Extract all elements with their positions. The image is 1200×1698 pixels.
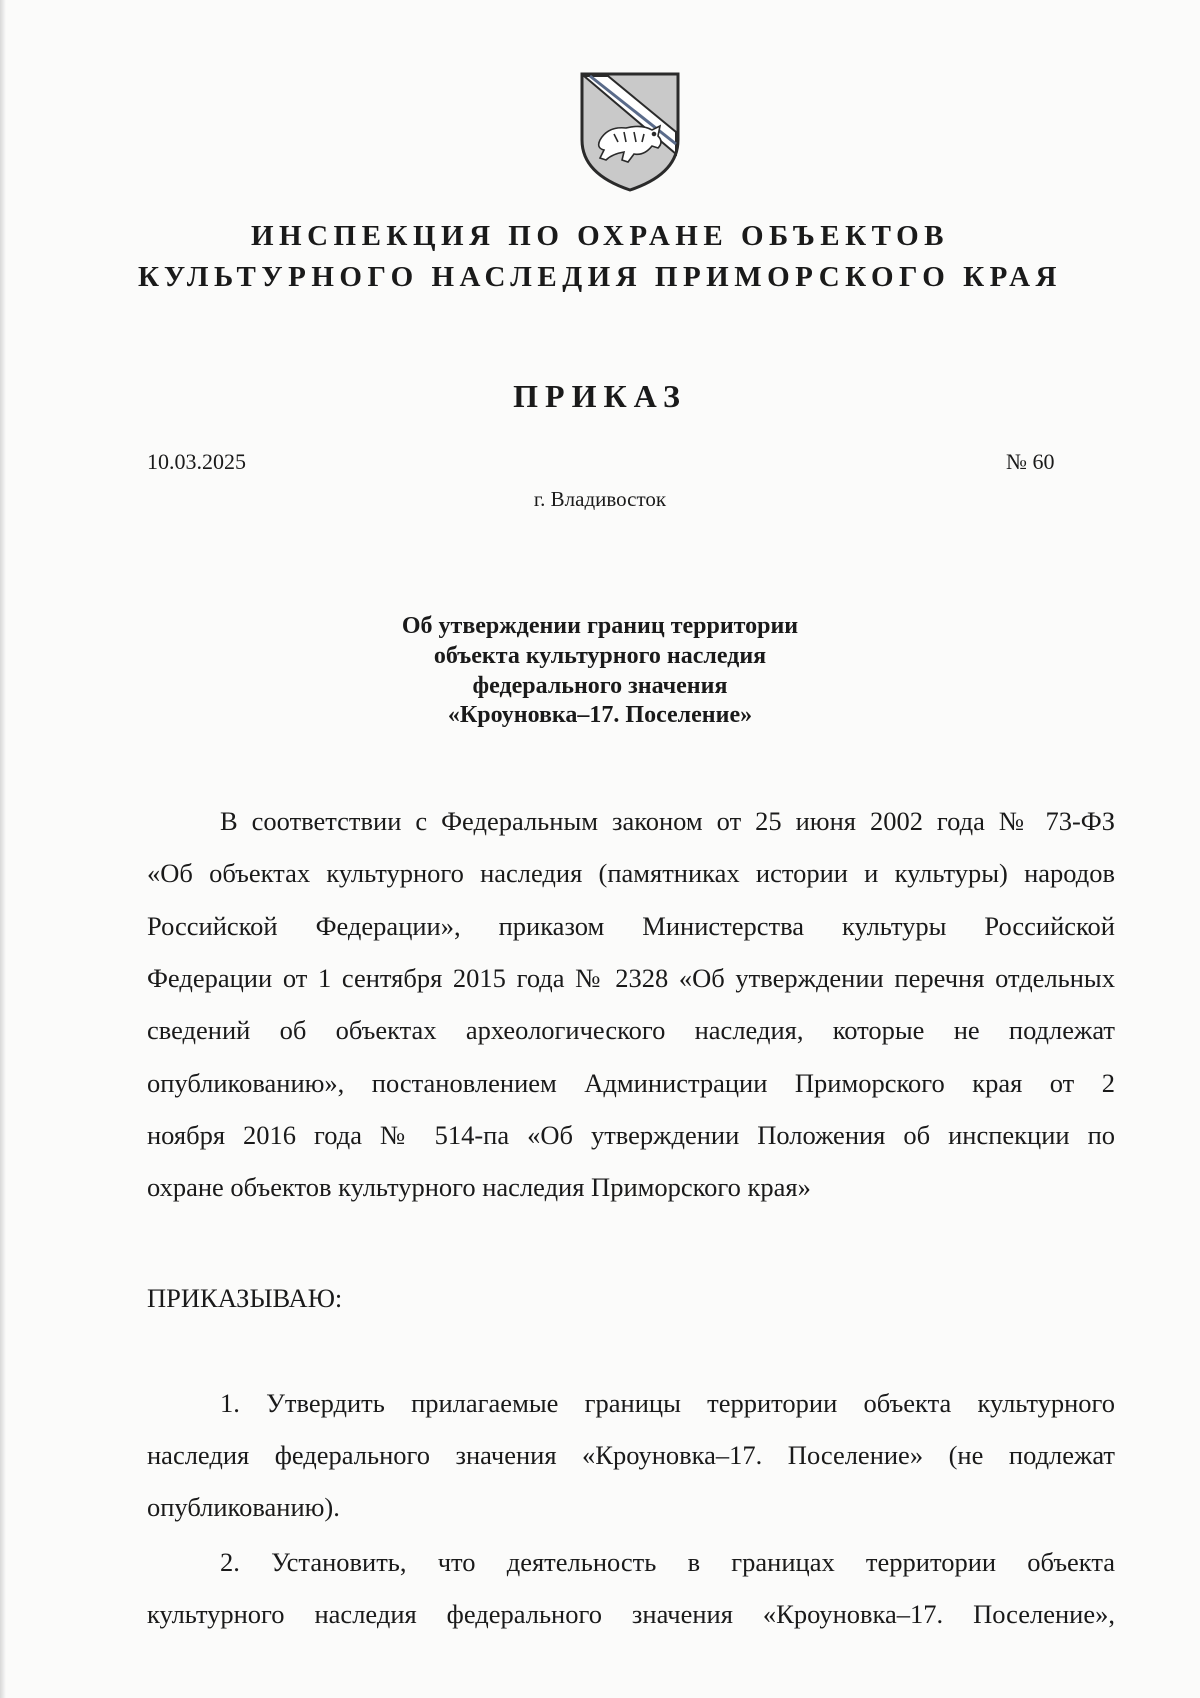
preamble-line: Федерации от 1 сентября 2015 года № 2328 «Об утверждении перечня отдельных — [147, 963, 1115, 993]
document-city: г. Владивосток — [533, 487, 667, 511]
preamble-line: сведений об объектах археологического наследия, которые не подлежат — [147, 1015, 1115, 1045]
org-name-line-2: КУЛЬТУРНОГО НАСЛЕДИЯ ПРИМОРСКОГО КРАЯ — [137, 261, 1062, 293]
item-line: культурного наследия федерального значения «Кроуновка–17. Поселение», — [147, 1599, 1115, 1629]
document-number: № 60 — [1006, 449, 1055, 474]
document-date: 10.03.2025 — [147, 449, 246, 474]
item-line: наследия федерального значения «Кроуновка–17. Поселение» (не подлежат — [147, 1440, 1115, 1470]
org-name-line-1: ИНСПЕКЦИЯ ПО ОХРАНЕ ОБЪЕКТОВ — [250, 220, 950, 252]
preamble-line: «Об объектах культурного наследия (памятниках истории и культуры) народов — [147, 858, 1115, 888]
subject-line: объекта культурного наследия — [433, 642, 767, 669]
coat-of-arms-icon — [578, 70, 682, 194]
preamble-line: опубликованию», постановлением Администрации Приморского края от 2 — [147, 1068, 1115, 1098]
scan-edge — [0, 0, 6, 1698]
preamble-line: В соответствии с Федеральным законом от 25 июня 2002 года № 73-ФЗ — [220, 806, 1115, 836]
preamble-line: охране объектов культурного наследия Приморского края» — [147, 1172, 811, 1202]
preamble-line: ноября 2016 года № 514-па «Об утверждении Положения об инспекции по — [147, 1120, 1115, 1150]
subject-line: федерального значения — [472, 672, 728, 699]
document-subject — [300, 612, 900, 731]
item-line: 1. Утвердить прилагаемые границы территории объекта культурного — [220, 1388, 1115, 1418]
document-type-title: ПРИКАЗ — [513, 378, 687, 414]
item-line: опубликованию). — [147, 1492, 340, 1522]
order-word: ПРИКАЗЫВАЮ: — [147, 1283, 343, 1313]
preamble-line: Российской Федерации», приказом Министерства культуры Российской — [147, 911, 1115, 941]
item-line: 2. Установить, что деятельность в границах территории объекта — [220, 1547, 1115, 1577]
subject-line: Об утверждении границ территории — [401, 613, 799, 639]
subject-line: «Кроуновка–17. Поселение» — [447, 702, 753, 729]
